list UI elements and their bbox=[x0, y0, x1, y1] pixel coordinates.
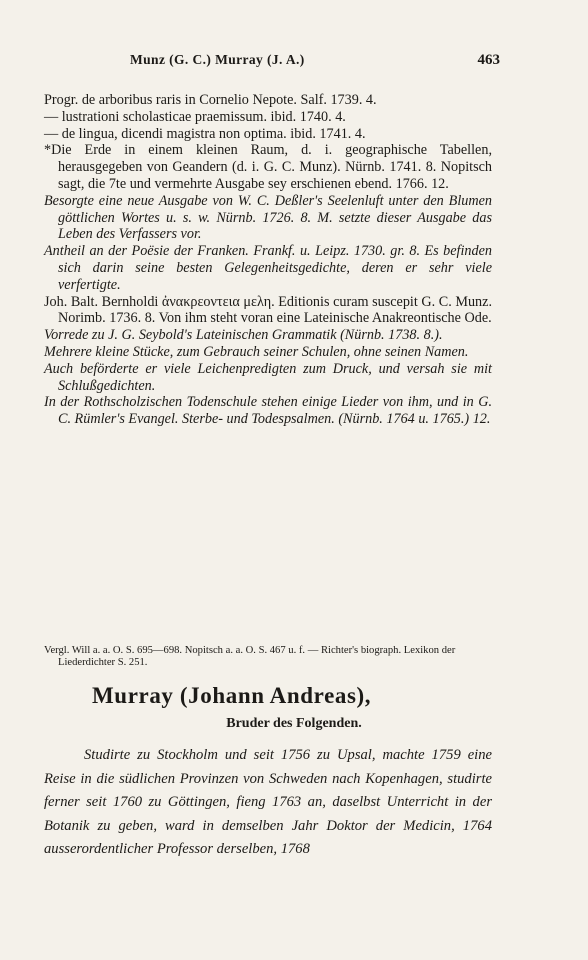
running-head: Munz (G. C.) Murray (J. A.) bbox=[130, 52, 305, 67]
bibliography-entry: Auch beförderte er viele Leichenpredigten zum Druck, und versah sie mit Schlußgedichten. bbox=[44, 360, 492, 394]
bibliography-entry: Progr. de arboribus raris in Cornelio Nepote. Salf. 1739. 4. bbox=[44, 92, 377, 108]
bibliography-entry: Besorgte eine neue Ausgabe von W. C. Deßler's Seelenluft unter den Blumen göttlichen Wortes u. s. w. Nürnb. 1726. 8. M. setzte dieser Ausgabe das Leben des Verfassers vor. bbox=[44, 192, 492, 243]
biography-subheading: Bruder des Folgenden. bbox=[226, 716, 362, 731]
bibliography-list bbox=[44, 92, 492, 428]
bibliography-entry: Vorrede zu J. G. Seybold's Lateinischen Grammatik (Nürnb. 1738. 8.). bbox=[44, 327, 443, 344]
bibliography-entry: Antheil an der Poësie der Franken. Frankf. u. Leipz. 1730. gr. 8. Es befinden sich darin seine besten Gelegenheitsgedichte, deren er sehr viele verfertigte. bbox=[44, 243, 492, 293]
bibliography-entry: Joh. Balt. Bernholdi ἀνακρεοντεια μελη. Editionis curam suscepit G. C. Munz. Norimb. 1736. 8. Von ihm steht voran eine Lateinische Anakreontische Ode. bbox=[44, 293, 492, 327]
bibliography-entry: In der Rothscholzischen Todenschule stehen einige Lieder von ihm, und in G. C. Rümler's Evangel. Sterbe- und Todespsalmen. (Nürnb. 1764 u. 1765.) 12. bbox=[44, 394, 492, 428]
bibliography-entry: Mehrere kleine Stücke, zum Gebrauch seiner Schulen, ohne seinen Namen. bbox=[44, 343, 469, 360]
biography-heading: Murray (Johann Andreas), bbox=[92, 683, 372, 708]
biography-text: Studirte zu Stockholm und seit 1756 zu Upsal, machte 1759 eine Reise in die südlichen Provinzen von Schweden nach Kopenhagen, studirte ferner seit 1760 zu Göttingen, fieng 1763 an, daselbst Unterricht in der Botanik zu geben, ward in demselben Jahr Doktor der Medicin, 1764 ausserordentlicher Professor derselben, 1768 bbox=[44, 747, 492, 858]
bibliography-entry: *Die Erde in einem kleinen Raum, d. i. geographische Tabellen, herausgegeben von Geandern (d. i. G. C. Munz). Nürnb. 1741. 8. Nopitsch sagt, die 7te und vermehrte Ausgabe sey erschienen ebend. 1766. 12. bbox=[44, 142, 492, 192]
bibliography-entry: — lustrationi scholasticae praemissum. ibid. 1740. 4. bbox=[44, 108, 346, 125]
reference-note: Vergl. Will a. a. O. S. 695—698. Nopitsch a. a. O. S. 467 u. f. — Richter's biograph. Lexikon der Liederdichter S. 251. bbox=[44, 645, 456, 668]
page-header bbox=[0, 52, 588, 72]
bibliography-entry: — de lingua, dicendi magistra non optima. ibid. 1741. 4. bbox=[44, 125, 366, 142]
page-number: 463 bbox=[477, 52, 500, 68]
